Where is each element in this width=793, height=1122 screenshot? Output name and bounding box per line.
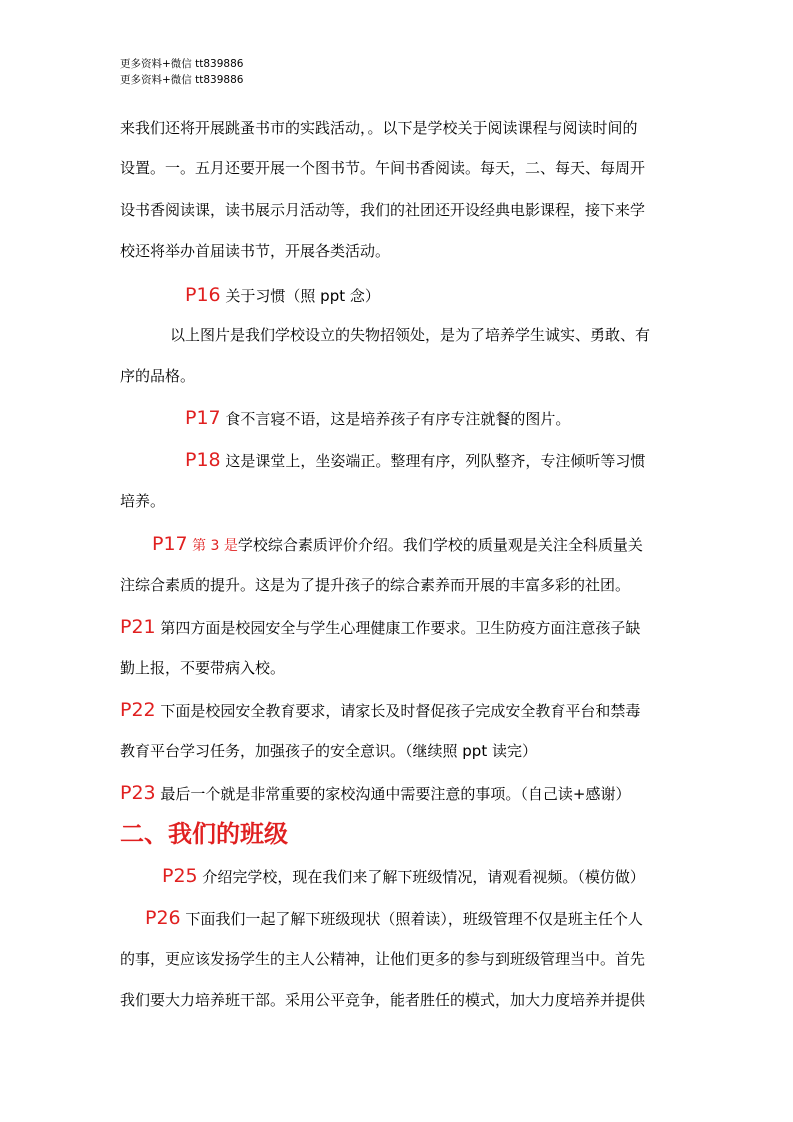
p17a-line	[185, 408, 570, 429]
slide-tag-p23: P23	[120, 782, 156, 804]
p25-line	[162, 866, 645, 887]
slide-tag-p21: P21	[120, 616, 156, 638]
slide-tag-p17b: P17	[152, 533, 188, 555]
p26-text-1: 下面我们一起了解下班级现状（照着读），班级管理不仅是班主任个人	[180, 910, 643, 928]
p18-line-2: 培养。	[120, 492, 166, 510]
slide-tag-p26: P26	[145, 907, 181, 929]
p16-line	[185, 285, 380, 306]
slide-tag-p18: P18	[185, 449, 221, 471]
p26-line-2: 的事，更应该发扬学生的主人公精神，让他们更多的参与到班级管理当中。首先	[120, 950, 646, 968]
document-header	[120, 56, 243, 88]
slide-tag-p22: P22	[120, 699, 156, 721]
header-line-1: 更多资料+微信 tt839886	[120, 58, 244, 70]
para1-line-3: 设书香阅读课，读书展示月活动等，我们的社团还开设经典电影课程，接下来学	[120, 201, 646, 219]
p23-text: 最后一个就是非常重要的家校沟通中需要注意的事项。（自己读+感谢）	[155, 785, 631, 803]
p18-text-1: 这是课堂上，坐姿端正。整理有序，列队整齐，专注倾听等习惯	[220, 452, 646, 470]
p17b-line-2: 注综合素质的提升。这是为了提升孩子的综合素养而开展的丰富多彩的社团。	[120, 576, 631, 594]
slide-tag-p16: P16	[185, 284, 221, 306]
p23-line	[120, 783, 630, 804]
p22-text-1: 下面是校园安全教育要求，请家长及时督促孩子完成安全教育平台和禁毒	[155, 702, 641, 720]
p16-text: 关于习惯（照 ppt 念）	[220, 287, 380, 305]
section-heading: 二、我们的班级	[120, 820, 288, 848]
p21-text-1: 第四方面是校园安全与学生心理健康工作要求。卫生防疫方面注意孩子缺	[155, 619, 641, 637]
p17b-line-1	[152, 534, 643, 556]
para1-line-4: 校还将举办首届读书节，开展各类活动。	[120, 242, 391, 260]
p22-line-2: 教育平台学习任务，加强孩子的安全意识。（继续照 ppt 读完）	[120, 742, 537, 760]
p26-line-3: 我们要大力培养班干部。采用公平竞争，能者胜任的模式，加大力度培养并提供	[120, 991, 646, 1009]
p22-line-1	[120, 700, 640, 721]
para2-line-1: 以上图片是我们学校设立的失物招领处，是为了培养学生诚实、勇敢、有	[170, 326, 651, 344]
para1-line-2: 设置。一。五月还要开展一个图书节。午间书香阅读。每天，二、每天、每周开	[120, 159, 646, 177]
header-line-2: 更多资料+微信 tt839886	[120, 74, 244, 86]
p26-line-1	[145, 908, 643, 929]
p17b-text-1: 学校综合素质评价介绍。我们学校的质量观是关注全科质量关	[237, 536, 643, 554]
p21-line-1	[120, 617, 640, 638]
p25-text: 介绍完学校，现在我们来了解下班级情况，请观看视频。（模仿做）	[197, 868, 645, 886]
para2-line-2: 序的品格。	[120, 367, 196, 385]
para1-line-1: 来我们还将开展跳蚤书市的实践活动，。以下是学校关于阅读课程与阅读时间的	[120, 119, 638, 137]
p17b-tag-suffix: 第 3 是	[187, 538, 238, 554]
slide-tag-p17a: P17	[185, 407, 221, 429]
slide-tag-p25: P25	[162, 865, 198, 887]
p21-line-2: 勤上报，不要带病入校。	[120, 659, 286, 677]
p17a-text: 食不言寝不语，这是培养孩子有序专注就餐的图片。	[220, 410, 571, 428]
p18-line-1	[185, 450, 645, 471]
